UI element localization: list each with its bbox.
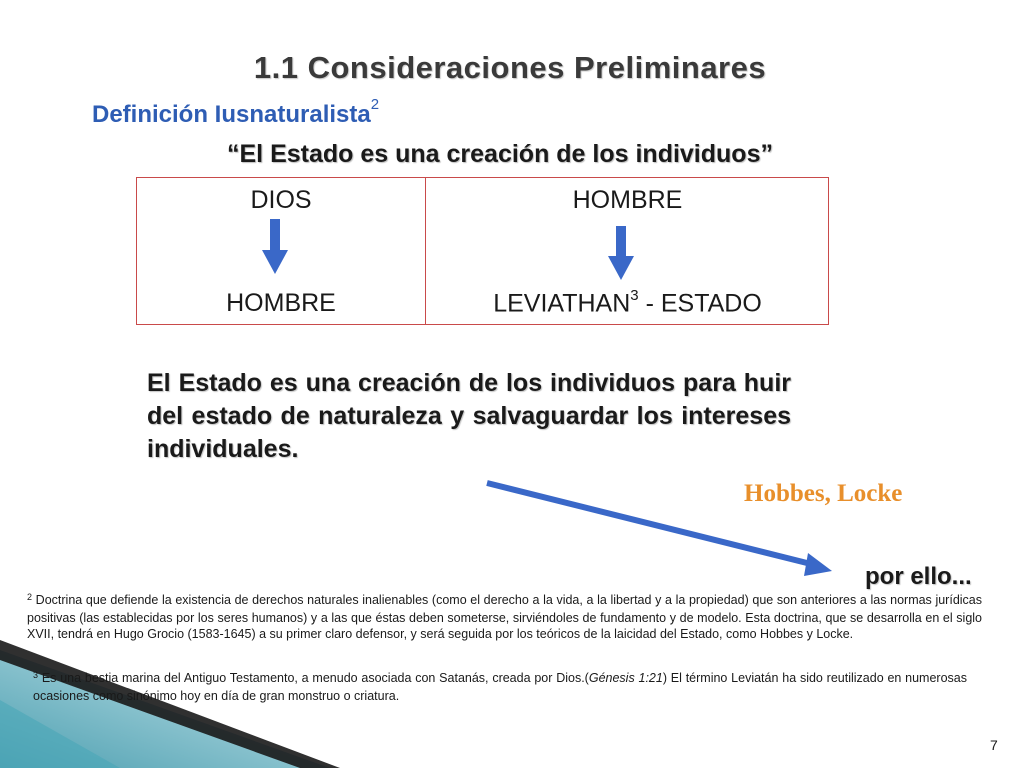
footnote-3 bbox=[33, 670, 967, 704]
footnote-3-text-b: ) El término Leviatán ha sido reutilizado en numerosas ocasiones como sinónimo hoy en día de gran monstruo o criatura. bbox=[33, 671, 967, 703]
subtitle-footnote-mark: 2 bbox=[370, 96, 380, 113]
subtitle-text: Definición Iusnaturalista bbox=[92, 101, 371, 128]
footnote-2-text: Doctrina que defiende la existencia de derechos naturales inalienables (como el derecho a la vida, a la libertad y a la propiedad) que son anteriores a las normas jurídicas positivas (las establecidas por los seres humanos) y a las que éstas deben someterse, sirviéndoles de fundamento y de modelo. Esta doctrina, que se desarrolla en el siglo XVII, tendrá en Hugo Grocio (1583-1645) a su primer claro defensor, y será seguida por los teóricos de la laicidad del Estado, como Hobbes y Locke. bbox=[27, 593, 982, 641]
arrow-down-icon bbox=[608, 226, 634, 280]
page-number: 7 bbox=[990, 737, 998, 753]
table-right-top: HOMBRE bbox=[572, 186, 683, 214]
table-left-bottom: HOMBRE bbox=[226, 289, 336, 317]
leviathan-text: LEVIATHAN bbox=[493, 289, 631, 318]
slide-title: 1.1 Consideraciones Preliminares bbox=[253, 50, 767, 85]
footnote-3-mark: 3 bbox=[33, 670, 39, 680]
quote: “El Estado es una creación de los individuos” bbox=[227, 140, 773, 168]
authors-label: Hobbes, Locke bbox=[744, 480, 903, 507]
main-paragraph: El Estado es una creación de los individuos para huir del estado de naturaleza y salvaguardar los intereses individuales. bbox=[147, 369, 791, 463]
estado-text: - ESTADO bbox=[638, 289, 762, 318]
footnote-2-mark: 2 bbox=[27, 592, 33, 602]
footnote-2 bbox=[27, 592, 982, 643]
footnote-3-reference: Génesis 1:21 bbox=[588, 671, 663, 685]
leviathan-footnote-mark: 3 bbox=[630, 287, 639, 304]
footnote-3-text-a: Es una bestia marina del Antiguo Testamento, a menudo asociada con Satanás, creada por Dios.( bbox=[41, 671, 589, 685]
arrow-down-icon bbox=[262, 219, 288, 274]
por-ello-label: por ello... bbox=[865, 563, 972, 590]
table-left-top: DIOS bbox=[250, 186, 312, 214]
